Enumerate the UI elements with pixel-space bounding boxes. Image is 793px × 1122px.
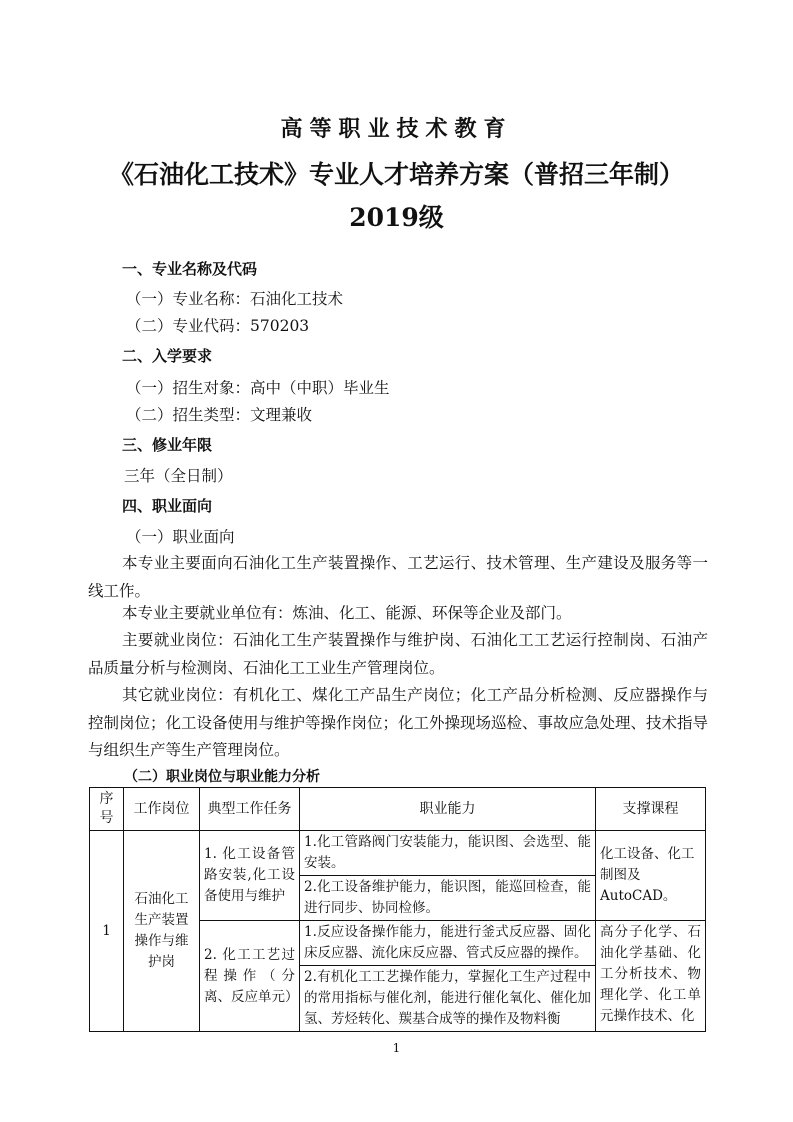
duration-line: 三年（全日制） — [124, 467, 233, 485]
section-heading-3: 三、修业年限 — [122, 436, 213, 454]
row-ability: 1.化工管路阀门安装能力，能识图、会选型、能安装。 — [300, 831, 596, 876]
document-org-title: 高等职业技术教育 — [280, 117, 513, 142]
row-task: 2. 化工工艺过程操作（分离、反应单元） — [200, 921, 300, 1032]
paragraph-career-orientation: 本专业主要面向石油化工生产装置操作、工艺运行、技术管理、生产建设及服务等一线工作。 — [88, 554, 708, 600]
subsection-ability-analysis: （二）职业岗位与职业能力分析 — [124, 769, 320, 785]
post-ability-table — [89, 787, 706, 1032]
row-ability: 2.化工设备维护能力，能识图，能巡回检查，能进行同步、协同检修。 — [300, 876, 596, 921]
row-course: 高分子化学、石油化学基础、化工分析技术、物理化学、化工单元操作技术、化 — [596, 921, 706, 1032]
enroll-target-line: （一）招生对象：高中（中职）毕业生 — [126, 379, 390, 397]
paragraph-main-posts: 主要就业岗位：石油化工生产装置操作与维护岗、石油化工工艺运行控制岗、石油产品质量分析与检测岗、石油化工工业生产管理岗位。 — [88, 631, 708, 677]
document-title: 《石油化工技术》专业人才培养方案（普招三年制） — [108, 160, 684, 189]
paragraph-other-posts: 其它就业岗位：有机化工、煤化工产品生产岗位；化工产品分析检测、反应器操作与控制岗位；化工设备使用与维护等操作岗位；化工外操现场巡检、事故应急处理、技术指导与组织生产等生产管理岗位。 — [88, 686, 709, 759]
row-ability: 2.有机化工工艺操作能力，掌握化工生产过程中的常用指标与催化剂，能进行催化氧化、催化加氢、芳烃转化、羰基合成等的操作及物料衡 — [300, 966, 596, 1032]
header-num: 序号 — [90, 788, 124, 831]
row-number: 1 — [90, 831, 124, 1032]
enroll-type-line: （二）招生类型：文理兼收 — [126, 406, 313, 424]
row-post: 石油化工生产装置操作与维护岗 — [124, 831, 200, 1032]
major-name-line: （一）专业名称：石油化工技术 — [126, 290, 344, 308]
table-header-row — [90, 788, 706, 831]
document-grade: 2019级 — [349, 203, 444, 232]
header-task: 典型工作任务 — [200, 788, 300, 831]
section-heading-4: 四、职业面向 — [122, 497, 213, 515]
header-course: 支撑课程 — [596, 788, 706, 831]
page-number: 1 — [392, 1041, 401, 1055]
paragraph-employers: 本专业主要就业单位有：炼油、化工、能源、环保等企业及部门。 — [122, 604, 572, 622]
section-heading-2: 二、入学要求 — [122, 347, 213, 365]
major-code-line: （二）专业代码：570203 — [126, 317, 310, 335]
table-row — [90, 831, 706, 876]
header-ability: 职业能力 — [300, 788, 596, 831]
row-task: 1. 化工设备管路安装,化工设备使用与维护 — [200, 831, 300, 921]
section-heading-1: 一、专业名称及代码 — [122, 260, 258, 278]
row-course: 化工设备、化工制图及AutoCAD。 — [596, 831, 706, 921]
row-ability: 1.反应设备操作能力，能进行釜式反应器、固化床反应器、流化床反应器、管式反应器的操作。 — [300, 921, 596, 966]
header-post: 工作岗位 — [124, 788, 200, 831]
subsection-career: （一）职业面向 — [126, 528, 235, 546]
